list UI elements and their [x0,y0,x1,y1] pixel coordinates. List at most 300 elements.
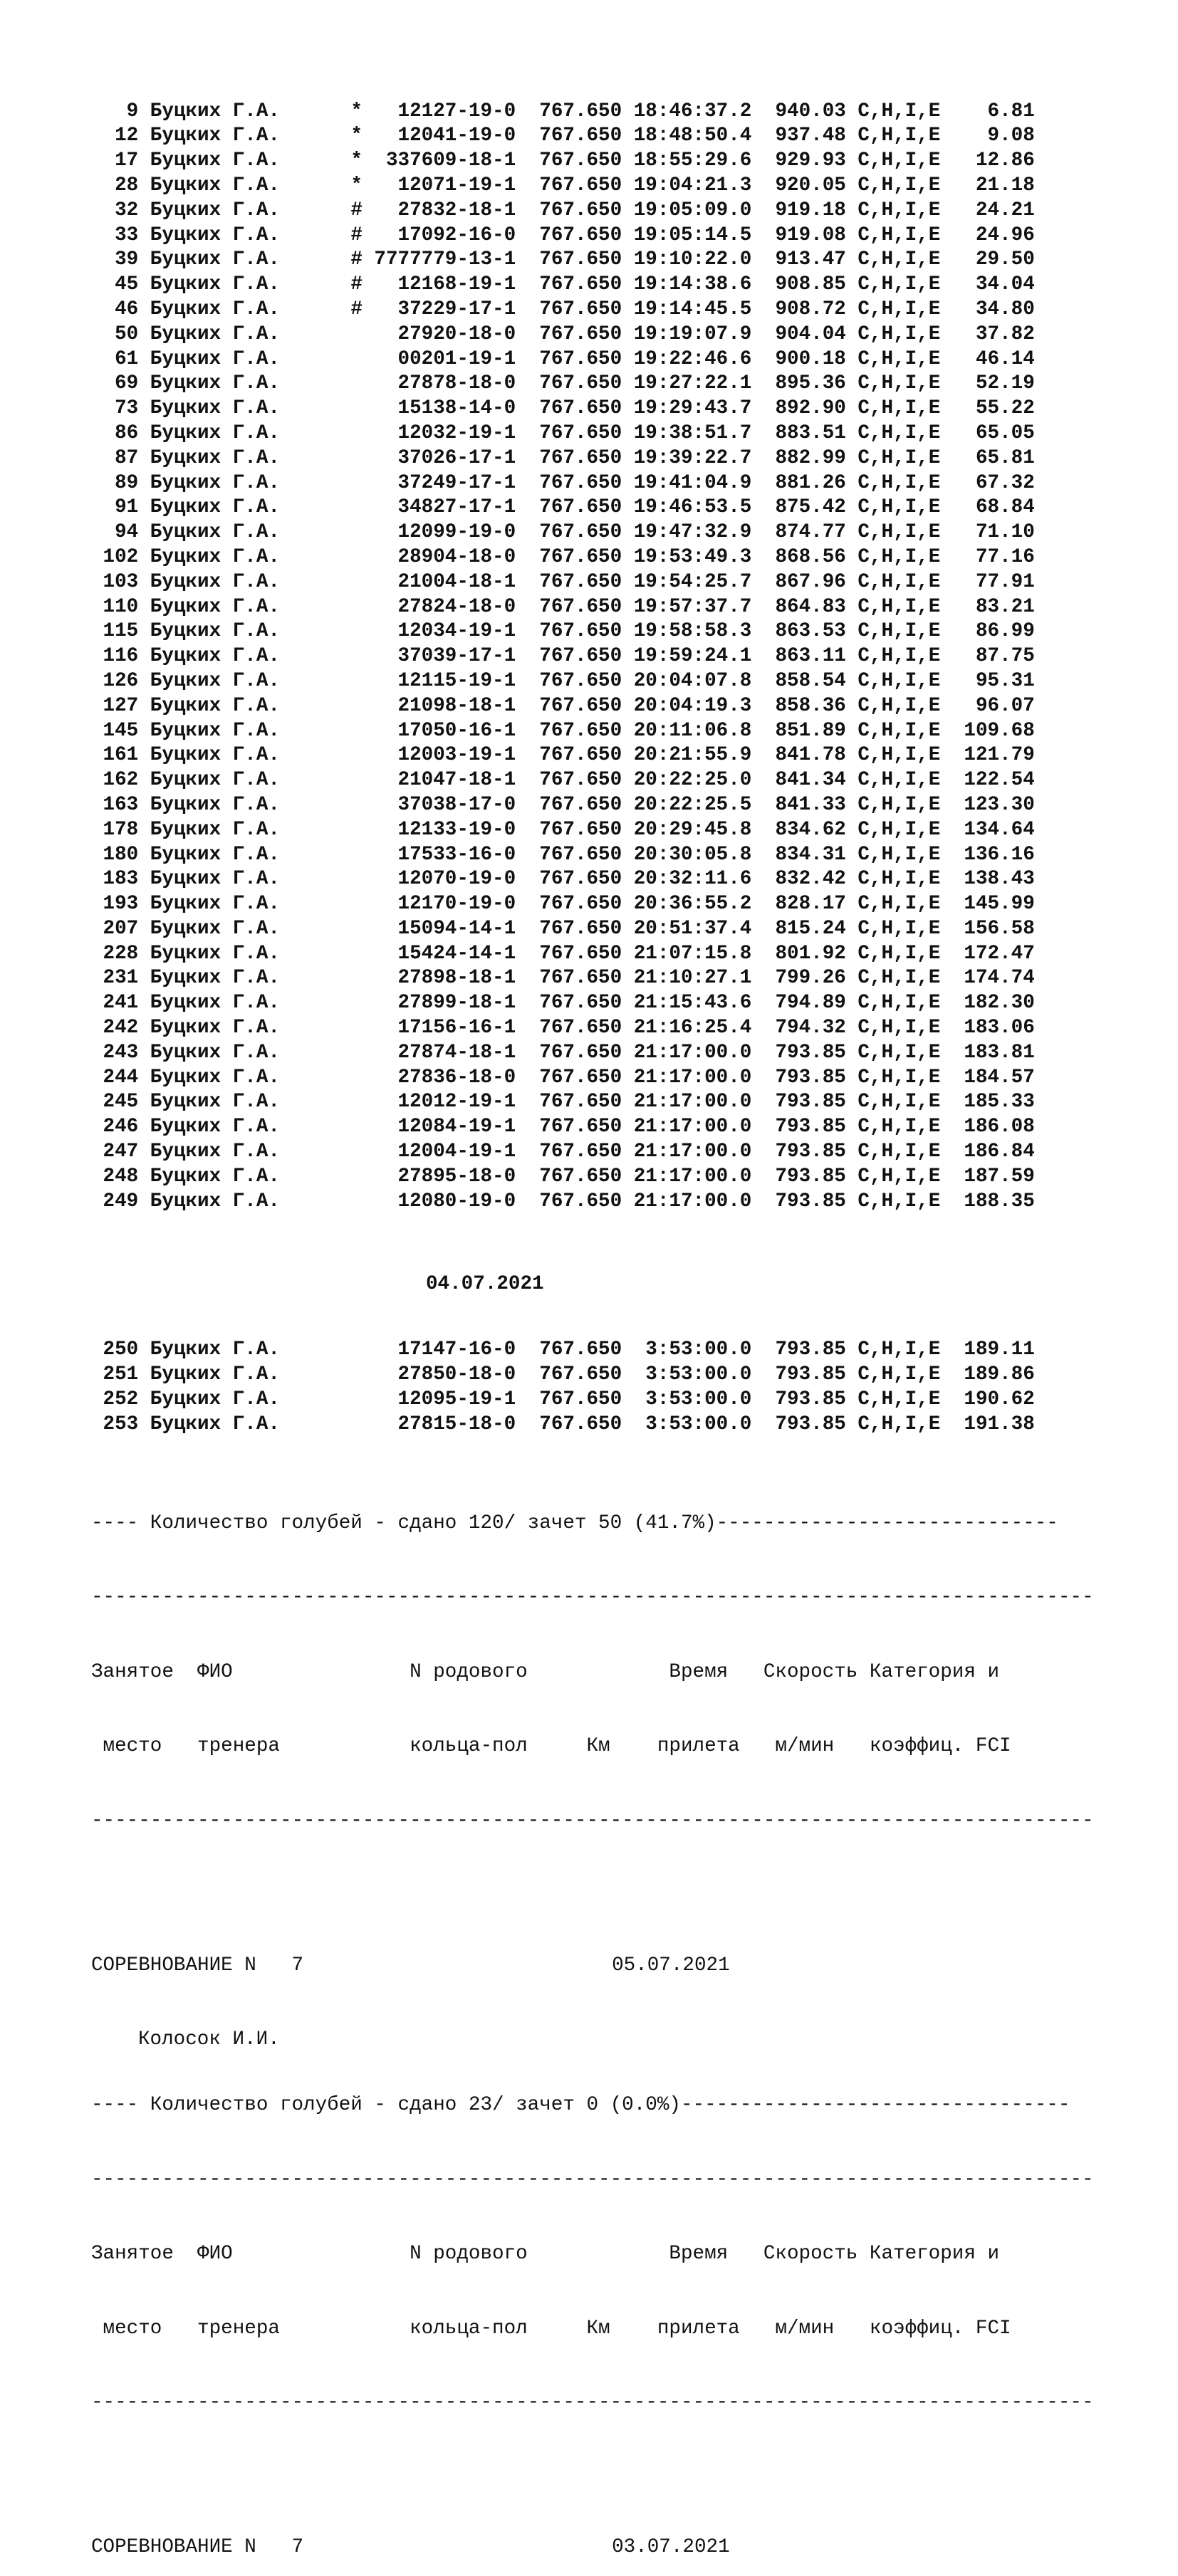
time-cell: 20:22:25.0 [633,769,776,792]
coef-cell: 172.47 [952,942,1035,965]
ring-cell: 17092-16-0 [362,224,540,246]
place-cell: 252 [91,1388,150,1411]
speed-cell: 793.85 [775,1388,858,1411]
category-cell: C,H,I,E [858,843,952,866]
trainer-cell: Буцких Г.А. [150,719,351,742]
ring-cell: 7777779-13-1 [362,248,540,271]
place-cell: 9 [91,100,150,122]
mark-cell [350,397,363,419]
ring-cell: 12115-19-1 [362,669,540,692]
category-cell: C,H,I,E [858,1413,952,1435]
coef-cell: 145.99 [952,893,1035,916]
category-cell: C,H,I,E [858,1363,952,1386]
mark-cell: * [350,174,363,197]
trainer-cell: Буцких Г.А. [150,496,351,519]
mark-cell: # [350,273,363,296]
place-cell: 161 [91,744,150,767]
km-cell: 767.650 [539,273,634,296]
coef-cell: 189.11 [952,1339,1035,1361]
trainer-cell: Буцких Г.А. [150,323,351,345]
category-cell: C,H,I,E [858,248,952,271]
trainer-cell: Буцких Г.А. [150,397,351,420]
km-cell: 767.650 [539,125,634,147]
mark-cell [350,670,363,692]
speed-cell: 920.05 [775,174,858,197]
speed-cell: 892.90 [775,397,858,420]
table-row [91,422,1094,446]
mark-cell [350,1042,363,1064]
coef-cell: 29.50 [952,248,1035,271]
coef-cell: 21.18 [952,174,1035,197]
mark-cell [350,372,363,394]
trainer-cell: Буцких Г.А. [150,1363,351,1386]
coef-cell: 52.19 [952,372,1035,395]
time-cell: 19:38:51.7 [633,422,776,444]
trainer-cell: Буцких Г.А. [150,372,351,395]
mark-cell [350,1413,363,1435]
time-cell: 3:53:00.0 [633,1363,776,1386]
category-cell: C,H,I,E [858,1388,952,1411]
coef-cell: 185.33 [952,1091,1035,1114]
speed-cell: 863.11 [775,645,858,668]
table-row [91,323,1094,347]
trainer-line [91,2019,1094,2051]
trainer-cell: Буцких Г.А. [150,818,351,841]
time-cell: 19:14:38.6 [633,273,776,296]
ring-cell: 12003-19-1 [362,744,540,767]
km-cell: 767.650 [539,422,634,444]
speed-cell: 841.33 [775,793,858,816]
table-row [91,669,1094,694]
mark-cell [350,695,363,717]
km-cell: 767.650 [539,496,634,519]
km-cell: 767.650 [539,471,634,494]
table-row [91,1041,1094,1066]
coef-cell: 86.99 [952,620,1035,643]
speed-cell: 794.32 [775,1017,858,1040]
place-cell: 69 [91,372,150,395]
time-cell: 19:22:46.6 [633,347,776,370]
category-cell: C,H,I,E [858,1339,952,1361]
category-cell: C,H,I,E [858,1141,952,1163]
table-row [91,347,1094,372]
km-cell: 767.650 [539,298,634,320]
table-row [91,917,1094,942]
date-break-line [91,1264,1094,1295]
mark-cell: # [350,224,363,246]
trainer-cell: Буцких Г.А. [150,1017,351,1040]
trainer-cell: Буцких Г.А. [150,868,351,891]
category-cell: C,H,I,E [858,917,952,940]
trainer-cell: Буцких Г.А. [150,917,351,940]
trainer-cell: Буцких Г.А. [150,248,351,271]
trainer-cell: Буцких Г.А. [150,967,351,990]
category-cell: C,H,I,E [858,719,952,742]
km-cell: 767.650 [539,545,634,568]
time-cell: 19:29:43.7 [633,397,776,420]
mark-cell: # [350,298,363,320]
table-row [91,793,1094,818]
ring-cell: 17147-16-0 [362,1339,540,1361]
ring-cell: 12071-19-1 [362,174,540,197]
km-cell: 767.650 [539,1388,634,1411]
speed-cell: 793.85 [775,1116,858,1138]
speed-cell: 919.08 [775,224,858,246]
coef-cell: 9.08 [952,125,1035,147]
time-cell: 19:57:37.7 [633,595,776,618]
coef-cell: 186.84 [952,1141,1035,1163]
place-cell: 61 [91,347,150,370]
coef-cell: 67.32 [952,471,1035,494]
date-break: 04.07.2021 [426,1272,544,1295]
coef-cell: 182.30 [952,992,1035,1015]
speed-cell: 794.89 [775,992,858,1015]
speed-cell: 793.85 [775,1190,858,1213]
place-cell: 245 [91,1091,150,1114]
km-cell: 767.650 [539,199,634,221]
category-cell: C,H,I,E [858,645,952,668]
table-row [91,570,1094,595]
time-cell: 19:10:22.0 [633,248,776,271]
trainer-cell: Буцких Г.А. [150,125,351,147]
category-cell: C,H,I,E [858,818,952,841]
table-row [91,397,1094,422]
speed-cell: 874.77 [775,521,858,544]
table-row [91,1165,1094,1190]
category-cell: C,H,I,E [858,323,952,345]
table-row [91,818,1094,843]
place-cell: 193 [91,893,150,916]
time-cell: 20:32:11.6 [633,868,776,891]
category-cell: C,H,I,E [858,1190,952,1213]
table-row [91,1140,1094,1165]
coef-cell: 138.43 [952,868,1035,891]
time-cell: 20:36:55.2 [633,893,776,916]
divider: ------------------------------------------------------------------------------------- [91,2168,1094,2191]
trainer-cell: Буцких Г.А. [150,347,351,370]
table-row [91,867,1094,892]
place-cell: 246 [91,1116,150,1138]
ring-cell: 15138-14-0 [362,397,540,420]
coef-cell: 71.10 [952,521,1035,544]
mark-cell [350,744,363,766]
time-cell: 18:48:50.4 [633,125,776,147]
speed-cell: 881.26 [775,471,858,494]
mark-cell: * [350,125,363,147]
time-cell: 20:04:19.3 [633,694,776,717]
km-cell: 767.650 [539,570,634,593]
results-table-part1 [91,100,1094,1215]
table-row [91,471,1094,496]
speed-cell: 900.18 [775,347,858,370]
ring-cell: 27832-18-1 [362,199,540,221]
coef-cell: 12.86 [952,150,1035,172]
mark-cell [350,769,363,791]
place-cell: 73 [91,397,150,420]
divider: ------------------------------------------------------------------------------------- [91,1809,1094,1832]
speed-cell: 868.56 [775,545,858,568]
category-cell: C,H,I,E [858,570,952,593]
place-cell: 103 [91,570,150,593]
time-cell: 19:59:24.1 [633,645,776,668]
place-cell: 17 [91,150,150,172]
mark-cell [350,893,363,915]
coef-cell: 174.74 [952,967,1035,990]
coef-cell: 191.38 [952,1413,1035,1435]
coef-cell: 123.30 [952,793,1035,816]
mark-cell [350,868,363,890]
place-cell: 183 [91,868,150,891]
time-cell: 19:58:58.3 [633,620,776,643]
speed-cell: 834.31 [775,843,858,866]
mark-cell [350,819,363,841]
table-row [91,1090,1094,1115]
km-cell: 767.650 [539,793,634,816]
mark-cell: # [350,199,363,221]
coef-cell: 68.84 [952,496,1035,519]
ring-cell: 17156-16-1 [362,1017,540,1040]
trainer-cell: Буцких Г.А. [150,1116,351,1138]
ring-cell: 15424-14-1 [362,942,540,965]
ring-cell: 27878-18-0 [362,372,540,395]
coef-cell: 77.91 [952,570,1035,593]
speed-cell: 908.85 [775,273,858,296]
trainer-cell: Буцких Г.А. [150,422,351,444]
competition-date: 03.07.2021 [612,2535,730,2558]
km-cell: 767.650 [539,843,634,866]
category-cell: C,H,I,E [858,793,952,816]
speed-cell: 904.04 [775,323,858,345]
category-cell: C,H,I,E [858,1066,952,1089]
speed-cell: 937.48 [775,125,858,147]
table-row [91,520,1094,545]
trainer-cell: Буцких Г.А. [150,893,351,916]
speed-cell: 828.17 [775,893,858,916]
time-cell: 20:21:55.9 [633,744,776,767]
category-cell: C,H,I,E [858,521,952,544]
mark-cell [350,521,363,543]
table-row [91,1413,1094,1438]
table-row [91,496,1094,520]
trainer-cell: Буцких Г.А. [150,1190,351,1213]
trainer-cell: Буцких Г.А. [150,793,351,816]
category-cell: C,H,I,E [858,199,952,221]
speed-cell: 834.62 [775,818,858,841]
ring-cell: 37249-17-1 [362,471,540,494]
table-row [91,942,1094,967]
table-row [91,619,1094,644]
coef-cell: 55.22 [952,397,1035,420]
ring-cell: 12041-19-0 [362,125,540,147]
table-row [91,991,1094,1016]
ring-cell: 12133-19-0 [362,818,540,841]
table-row [91,1388,1094,1413]
time-cell: 3:53:00.0 [633,1339,776,1361]
category-cell: C,H,I,E [858,1041,952,1064]
mark-cell [350,596,363,618]
table-header-row1: Занятое ФИО N родового Время Скорость Категория и [91,2243,1000,2266]
trainer-cell: Буцких Г.А. [150,769,351,792]
category-cell: C,H,I,E [858,1116,952,1138]
competition-title: СОРЕВНОВАНИЕ N 7 [91,1954,304,1976]
km-cell: 767.650 [539,1190,634,1213]
coef-cell: 24.96 [952,224,1035,246]
speed-cell: 929.93 [775,150,858,172]
competition-title-line [91,2527,1094,2558]
trainer-name: Колосок И.И. [138,2028,280,2051]
trainer-cell: Буцких Г.А. [150,1141,351,1163]
place-cell: 162 [91,769,150,792]
table-row [91,224,1094,248]
mark-cell [350,844,363,866]
place-cell: 180 [91,843,150,866]
table-row [91,719,1094,744]
km-cell: 767.650 [539,372,634,395]
km-cell: 767.650 [539,347,634,370]
place-cell: 248 [91,1165,150,1188]
km-cell: 767.650 [539,818,634,841]
coef-cell: 34.04 [952,273,1035,296]
km-cell: 767.650 [539,1413,634,1435]
time-cell: 19:39:22.7 [633,446,776,469]
km-cell: 767.650 [539,769,634,792]
category-cell: C,H,I,E [858,967,952,990]
time-cell: 21:15:43.6 [633,992,776,1015]
trainer-cell: Буцких Г.А. [150,471,351,494]
table-row [91,446,1094,471]
table-row [91,892,1094,917]
coef-cell: 188.35 [952,1190,1035,1213]
time-cell: 19:04:21.3 [633,174,776,197]
mark-cell [350,918,363,940]
km-cell: 767.650 [539,992,634,1015]
category-cell: C,H,I,E [858,545,952,568]
time-cell: 19:05:09.0 [633,199,776,221]
km-cell: 767.650 [539,1091,634,1114]
category-cell: C,H,I,E [858,174,952,197]
place-cell: 33 [91,224,150,246]
coef-cell: 65.05 [952,422,1035,444]
ring-cell: 21004-18-1 [362,570,540,593]
place-cell: 250 [91,1339,150,1361]
ring-cell: 00201-19-1 [362,347,540,370]
speed-cell: 858.36 [775,694,858,717]
category-cell: C,H,I,E [858,942,952,965]
time-cell: 21:07:15.8 [633,942,776,965]
ring-cell: 12095-19-1 [362,1388,540,1411]
coef-cell: 6.81 [952,100,1035,122]
km-cell: 767.650 [539,521,634,544]
place-cell: 12 [91,125,150,147]
ring-cell: 27815-18-0 [362,1413,540,1435]
place-cell: 249 [91,1190,150,1213]
table-row [91,768,1094,793]
table-row [91,843,1094,868]
trainer-cell: Буцких Г.А. [150,1091,351,1114]
mark-cell [350,472,363,494]
category-cell: C,H,I,E [858,224,952,246]
ring-cell: 27874-18-1 [362,1041,540,1064]
speed-cell: 793.85 [775,1339,858,1361]
ring-cell: 12080-19-0 [362,1190,540,1213]
speed-cell: 875.42 [775,496,858,519]
speed-cell: 895.36 [775,372,858,395]
time-cell: 20:04:07.8 [633,669,776,692]
competition-title: СОРЕВНОВАНИЕ N 7 [91,2535,304,2558]
km-cell: 767.650 [539,1116,634,1138]
trainer-cell: Буцких Г.А. [150,744,351,767]
coef-cell: 183.81 [952,1041,1035,1064]
place-cell: 231 [91,967,150,990]
mark-cell [350,1141,363,1163]
speed-cell: 913.47 [775,248,858,271]
place-cell: 50 [91,323,150,345]
competition-title-line [91,1945,1094,1976]
trainer-cell: Буцких Г.А. [150,843,351,866]
competition-date: 05.07.2021 [612,1954,730,1976]
ring-cell: 337609-18-1 [362,150,540,172]
ring-cell: 27824-18-0 [362,595,540,618]
ring-cell: 12127-19-0 [362,100,540,122]
ring-cell: 12168-19-1 [362,273,540,296]
place-cell: 244 [91,1066,150,1089]
category-cell: C,H,I,E [858,694,952,717]
place-cell: 39 [91,248,150,271]
ring-cell: 12004-19-1 [362,1141,540,1163]
place-cell: 145 [91,719,150,742]
km-cell: 767.650 [539,967,634,990]
coef-cell: 87.75 [952,645,1035,668]
speed-cell: 908.72 [775,298,858,320]
km-cell: 767.650 [539,694,634,717]
time-cell: 18:55:29.6 [633,150,776,172]
ring-cell: 12070-19-0 [362,868,540,891]
ring-cell: 27899-18-1 [362,992,540,1015]
mark-cell [350,496,363,518]
mark-cell: * [350,150,363,172]
speed-cell: 882.99 [775,446,858,469]
trainer-cell: Буцких Г.А. [150,150,351,172]
km-cell: 767.650 [539,942,634,965]
km-cell: 767.650 [539,174,634,197]
category-cell: C,H,I,E [858,273,952,296]
time-cell: 19:14:45.5 [633,298,776,320]
ring-cell: 12084-19-1 [362,1116,540,1138]
mark-cell [350,645,363,667]
table-header-row2: место тренера кольца-пол Км прилета м/мин коэффиц. FCI [91,1735,1011,1758]
ring-cell: 21098-18-1 [362,694,540,717]
km-cell: 767.650 [539,1066,634,1089]
table-row [91,174,1094,199]
trainer-cell: Буцких Г.А. [150,694,351,717]
place-cell: 241 [91,992,150,1015]
ring-cell: 34827-17-1 [362,496,540,519]
km-cell: 767.650 [539,224,634,246]
place-cell: 94 [91,521,150,544]
mark-cell [350,546,363,568]
coef-cell: 121.79 [952,744,1035,767]
mark-cell [350,1339,363,1361]
place-cell: 228 [91,942,150,965]
coef-cell: 156.58 [952,917,1035,940]
trainer-cell: Буцких Г.А. [150,1388,351,1411]
coef-cell: 189.86 [952,1363,1035,1386]
category-cell: C,H,I,E [858,496,952,519]
place-cell: 247 [91,1141,150,1163]
category-cell: C,H,I,E [858,150,952,172]
trainer-cell: Буцких Г.А. [150,669,351,692]
mark-cell [350,447,363,469]
